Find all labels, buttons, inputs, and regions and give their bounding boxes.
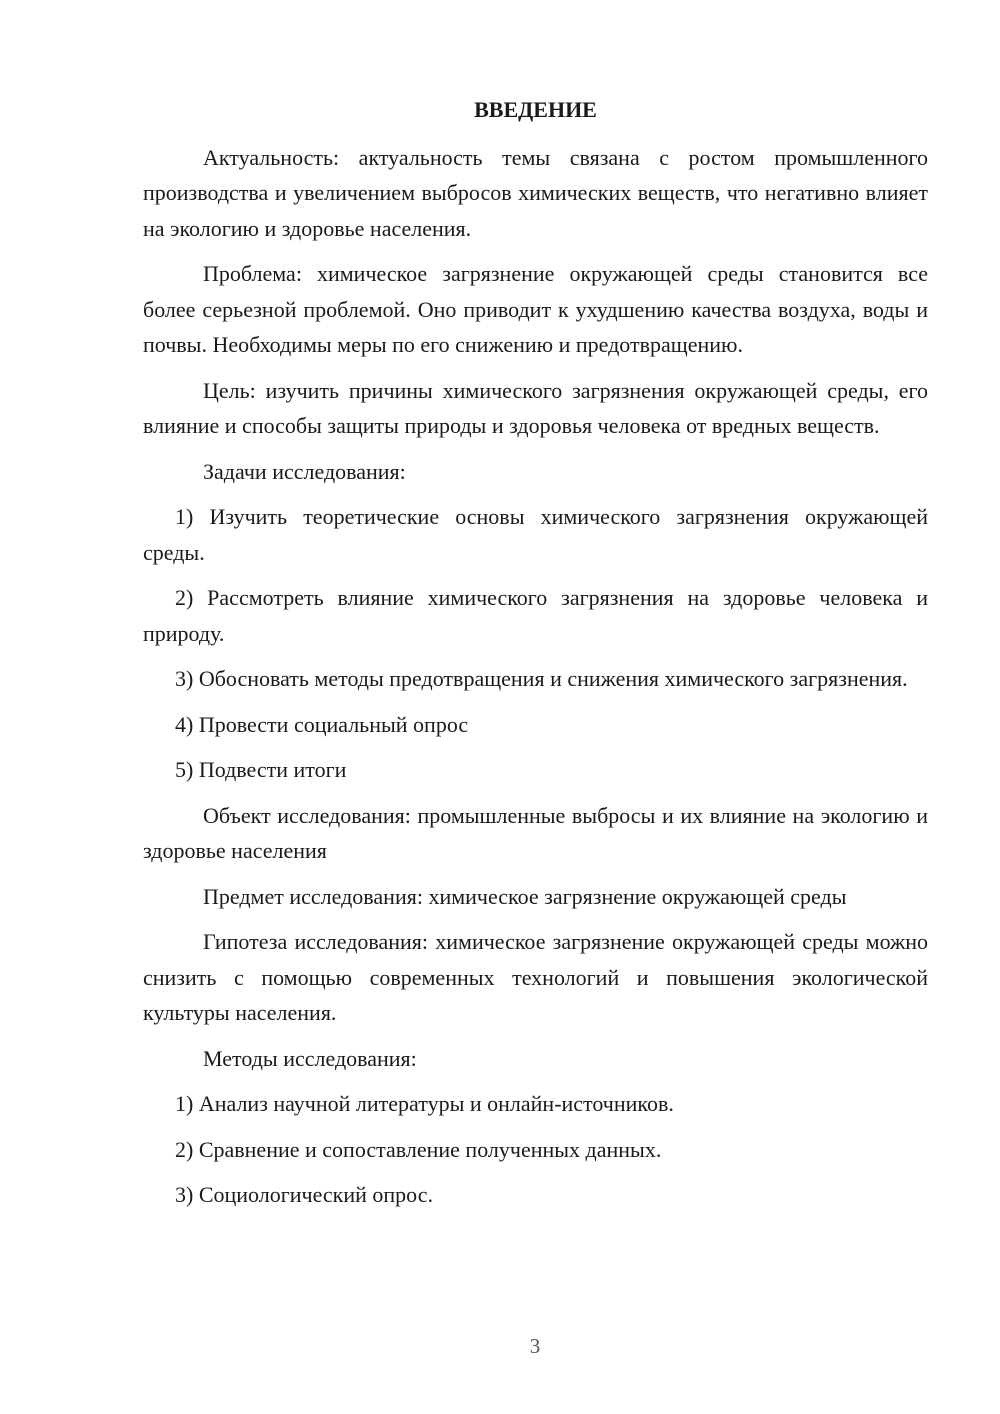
hypothesis-paragraph: Гипотеза исследования: химическое загрязнение окружающей среды можно снизить с помощью современных технологий и повышения экологической культуры населения.	[143, 929, 928, 1025]
method-item-2: 2) Сравнение и сопоставление полученных данных.	[175, 1136, 662, 1162]
task-item-4: 4) Провести социальный опрос	[175, 711, 469, 737]
object-paragraph: Объект исследования: промышленные выбросы и их влияние на экологию и здоровье населения	[143, 802, 928, 863]
methods-heading: Методы исследования:	[203, 1045, 417, 1071]
relevance-paragraph: Актуальность: актуальность темы связана с ростом промышленного производства и увеличением выбросов химических веществ, что негативно влияет на экологию и здоровье населения.	[143, 144, 928, 241]
document-page	[143, 92, 928, 1223]
tasks-heading: Задачи исследования:	[203, 458, 406, 484]
goal-paragraph: Цель: изучить причины химического загрязнения окружающей среды, его влияние и способы защиты природы и здоровья человека от вредных веществ.	[143, 377, 928, 438]
task-item-5: 5) Подвести итоги	[175, 757, 347, 782]
method-item-3: 3) Социологический опрос.	[175, 1182, 433, 1207]
problem-paragraph: Проблема: химическое загрязнение окружающей среды становится все более серьезной проблемой. Оно приводит к ухудшению качества воздуха, воды и почвы. Необходимы меры по его снижению и предотвращению.	[143, 261, 928, 357]
method-item-1: 1) Анализ научной литературы и онлайн-источников.	[175, 1091, 674, 1116]
task-item-3: 3) Обосновать методы предотвращения и снижения химического загрязнения.	[175, 666, 908, 691]
page-number: 3	[529, 1334, 541, 1358]
section-title: ВВЕДЕНИЕ	[474, 97, 597, 122]
task-item-2: 2) Рассмотреть влияние химического загрязнения на здоровье человека и природу.	[143, 585, 928, 646]
subject-paragraph: Предмет исследования: химическое загрязнение окружающей среды	[203, 883, 847, 909]
task-item-1: 1) Изучить теоретические основы химического загрязнения окружающей среды.	[143, 504, 928, 565]
